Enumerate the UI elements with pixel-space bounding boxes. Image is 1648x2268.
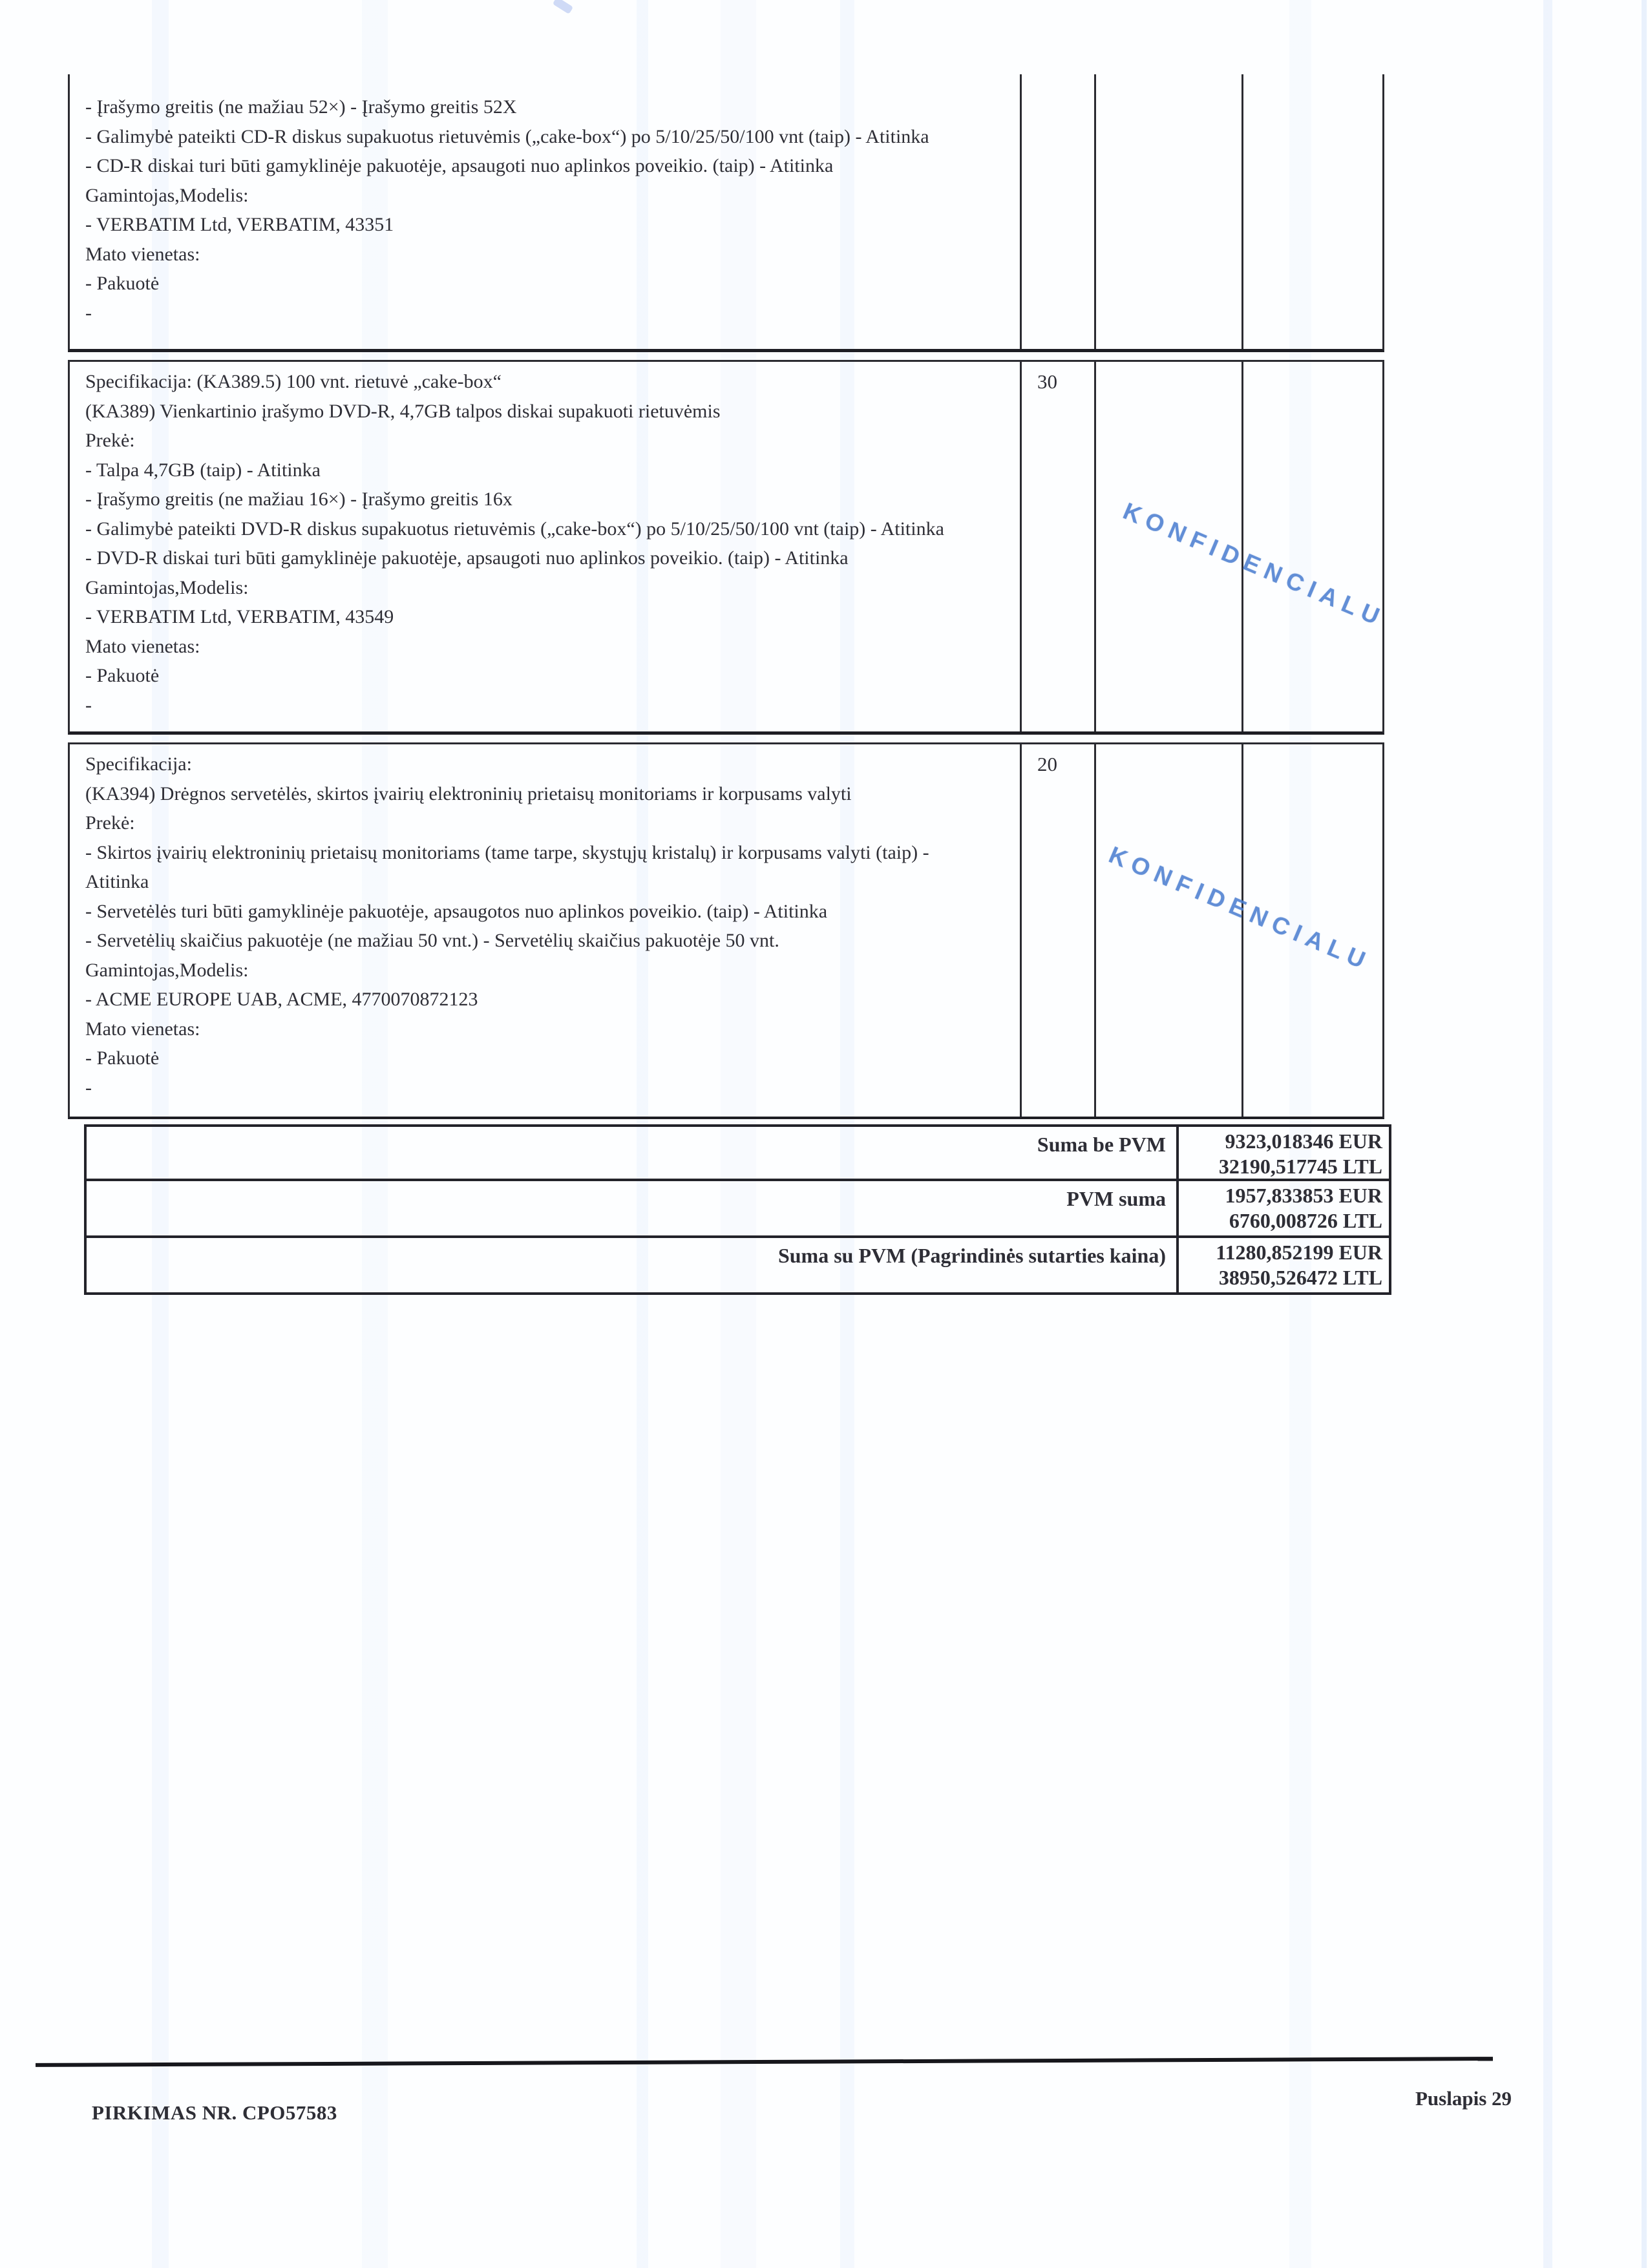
empty-cell bbox=[1241, 74, 1386, 349]
spec-text-line: - CD-R diskai turi būti gamyklinėje pakuotėje, apsaugoti nuo aplinkos poveikio. (taip) - Atitinka bbox=[85, 155, 834, 176]
spec-text-line: - VERBATIM Ltd, VERBATIM, 43351 bbox=[85, 214, 394, 235]
totals-values bbox=[1179, 1127, 1389, 1179]
totals-value-ltl: 32190,517745 LTL bbox=[1218, 1155, 1382, 1178]
spec-text-line: Prekė: bbox=[85, 430, 135, 451]
footer-procurement-number: PIRKIMAS NR. CPO57583 bbox=[92, 2101, 337, 2124]
totals-row-pvm-suma bbox=[84, 1181, 1391, 1238]
spec-text-line: Prekė: bbox=[85, 812, 135, 834]
scan-artifact-mark bbox=[553, 0, 573, 14]
totals-row-suma-be-pvm bbox=[84, 1124, 1391, 1181]
spec-description-cell bbox=[70, 362, 1020, 731]
spec-text-line: - bbox=[85, 694, 92, 716]
spec-text-line: - Skirtos įvairių elektroninių prietaisų monitoriams (tame tarpe, skystųjų kristalų) ir korpusams valyti (taip) - bbox=[85, 841, 929, 863]
footer-page-number: Puslapis 29 bbox=[1415, 2087, 1512, 2110]
spec-text-line: - ACME EUROPE UAB, ACME, 4770070872123 bbox=[85, 989, 478, 1010]
totals-table bbox=[84, 1124, 1391, 1295]
spec-text-line: - Galimybė pateikti CD-R diskus supakuotus rietuvėmis („cake-box“) po 5/10/25/50/100 vnt (taip) - Atitinka bbox=[85, 125, 929, 147]
totals-value-eur: 9323,018346 EUR bbox=[1225, 1129, 1382, 1153]
spec-text-line: Mato vienetas: bbox=[85, 635, 200, 657]
quantity-cell bbox=[1020, 744, 1094, 1117]
spec-text-line: - bbox=[85, 302, 92, 324]
table-row-wipes bbox=[68, 742, 1384, 1119]
totals-value-ltl: 38950,526472 LTL bbox=[1218, 1266, 1382, 1289]
spec-text-line: Gamintojas,Modelis: bbox=[85, 184, 249, 206]
spec-description-cell bbox=[70, 744, 1020, 1117]
spec-text-line: - Servetėlės turi būti gamyklinėje pakuotėje, apsaugotos nuo aplinkos poveikio. (taip) - Atitinka bbox=[85, 900, 828, 922]
totals-label: PVM suma bbox=[87, 1181, 1179, 1235]
empty-cell bbox=[1094, 74, 1241, 349]
spec-text-line: Specifikacija: (KA389.5) 100 vnt. rietuvė „cake-box“ bbox=[85, 371, 502, 392]
empty-cell bbox=[1241, 362, 1386, 731]
totals-label: Suma be PVM bbox=[87, 1127, 1179, 1179]
totals-values bbox=[1179, 1238, 1389, 1292]
table-row-cdr-continuation bbox=[68, 74, 1384, 352]
quantity-cell bbox=[1020, 362, 1094, 731]
spec-text-line: - VERBATIM Ltd, VERBATIM, 43549 bbox=[85, 606, 394, 627]
spec-text-line: - Pakuotė bbox=[85, 665, 160, 686]
footer-rule bbox=[36, 2057, 1493, 2067]
spec-text-line: - Galimybė pateikti DVD-R diskus supakuotus rietuvėmis („cake-box“) po 5/10/25/50/100 vnt (taip) - Atitinka bbox=[85, 518, 944, 540]
spec-text-line: - Įrašymo greitis (ne mažiau 16×) - Įrašymo greitis 16x bbox=[85, 488, 512, 510]
spec-text-line: - Servetėlių skaičius pakuotėje (ne mažiau 50 vnt.) - Servetėlių skaičius pakuotėje 50 vnt. bbox=[85, 930, 779, 951]
totals-value-ltl: 6760,008726 LTL bbox=[1229, 1209, 1382, 1232]
spec-text-line: Specifikacija: bbox=[85, 753, 192, 775]
spec-text-line: Mato vienetas: bbox=[85, 243, 200, 265]
spec-text-line: - bbox=[85, 1076, 92, 1098]
spec-text-line: - Įrašymo greitis (ne mažiau 52×) - Įrašymo greitis 52X bbox=[85, 96, 517, 118]
spec-text-line: - DVD-R diskai turi būti gamyklinėje pakuotėje, apsaugoti nuo aplinkos poveikio. (taip) - Atitinka bbox=[85, 547, 849, 569]
empty-cell bbox=[1094, 744, 1241, 1117]
totals-values bbox=[1179, 1181, 1389, 1235]
totals-value-eur: 1957,833853 EUR bbox=[1225, 1184, 1382, 1207]
quantity-value: 30 bbox=[1037, 370, 1057, 393]
konfidencialu-stamp: KONFIDENCIALU bbox=[1119, 498, 1389, 633]
spec-text-line: - Pakuotė bbox=[85, 1047, 160, 1069]
totals-value-eur: 11280,852199 EUR bbox=[1216, 1241, 1382, 1264]
spec-text-line: - Talpa 4,7GB (taip) - Atitinka bbox=[85, 459, 321, 481]
spec-text-line: - Pakuotė bbox=[85, 273, 160, 294]
spec-text-line: Gamintojas,Modelis: bbox=[85, 959, 249, 981]
spec-text-line: Gamintojas,Modelis: bbox=[85, 576, 249, 598]
spec-description-cell bbox=[70, 74, 1020, 349]
spec-text-line: Mato vienetas: bbox=[85, 1018, 200, 1040]
spec-text-line: (KA389) Vienkartinio įrašymo DVD-R, 4,7GB talpos diskai supakuoti rietuvėmis bbox=[85, 400, 721, 422]
spec-text-line: (KA394) Drėgnos servetėlės, skirtos įvairių elektroninių prietaisų monitoriams ir korpusams valyti bbox=[85, 782, 852, 804]
spec-text-line: Atitinka bbox=[85, 871, 149, 892]
quantity-cell bbox=[1020, 74, 1094, 349]
konfidencialu-stamp: KONFIDENCIALU bbox=[1104, 841, 1375, 976]
quantity-value: 20 bbox=[1037, 753, 1057, 775]
totals-label: Suma su PVM (Pagrindinės sutarties kaina) bbox=[87, 1238, 1179, 1292]
totals-row-suma-su-pvm bbox=[84, 1238, 1391, 1295]
